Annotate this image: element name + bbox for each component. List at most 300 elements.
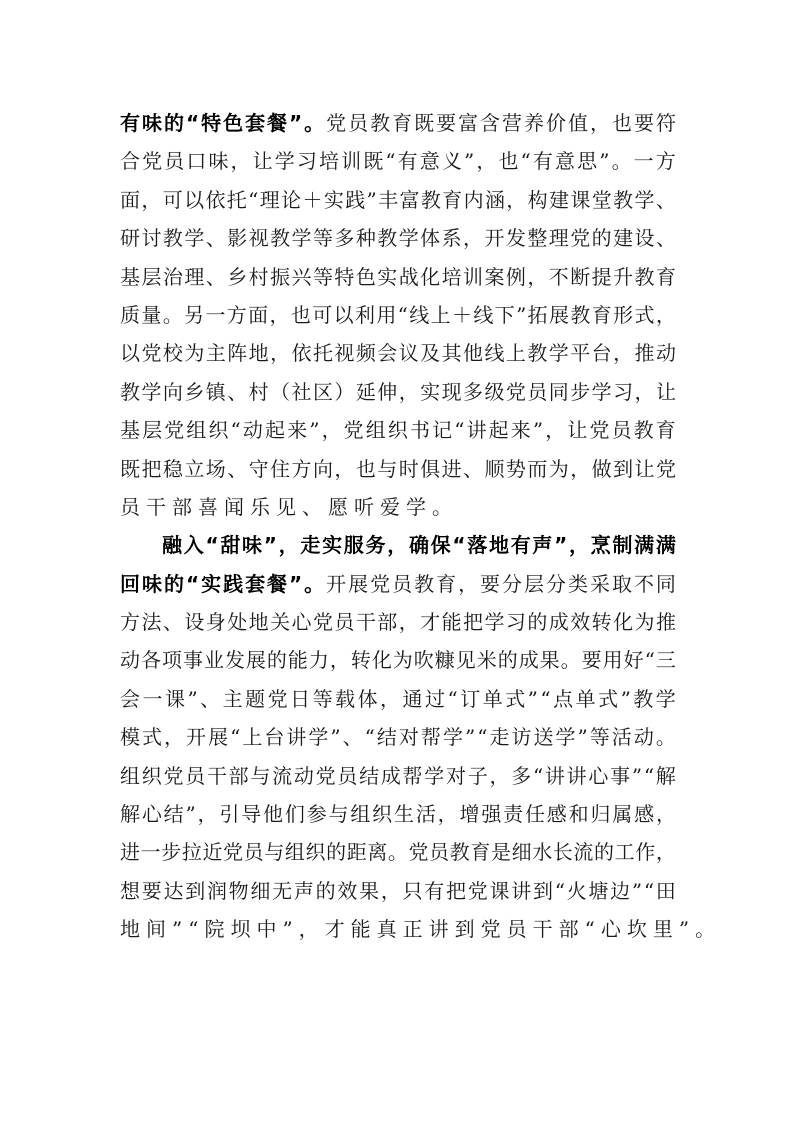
body-char: 单: [482, 686, 503, 711]
bold-heading-char: 餐: [267, 111, 288, 135]
body-char: 涵: [484, 187, 505, 212]
text-line: [120, 718, 676, 756]
body-char: 可: [162, 187, 183, 212]
body-char: 培: [318, 149, 339, 174]
body-char: 面: [248, 302, 269, 327]
body-char: 治: [162, 264, 183, 289]
body-char: 党: [315, 763, 336, 788]
body-char: 另: [184, 302, 205, 327]
text-line: [120, 219, 676, 257]
body-char: 。: [611, 149, 632, 174]
body-char: 守: [248, 456, 269, 481]
body-char: 乡: [227, 264, 248, 289]
bold-heading-char: ”: [263, 533, 277, 558]
body-char: 教: [633, 418, 654, 443]
body-char: 为: [184, 341, 205, 366]
body-char: 帮: [402, 763, 423, 788]
bold-heading-char: 制: [612, 533, 633, 558]
body-char: 动: [655, 341, 676, 366]
body-char: 顺: [484, 456, 505, 481]
body-char: 与: [328, 802, 349, 827]
body-char: 教: [414, 571, 435, 596]
body-char: 研: [120, 226, 140, 251]
body-char: 托: [312, 341, 333, 366]
body-char: 一: [142, 686, 163, 711]
body-char: ”: [366, 187, 377, 212]
body-char: 党: [655, 456, 676, 481]
body-char: 责: [503, 802, 524, 827]
body-char: 实: [323, 187, 344, 212]
body-char: 员: [611, 418, 632, 443]
body-char: 教: [527, 341, 548, 366]
body-char: 合: [120, 149, 140, 174]
body-char: 学: [291, 226, 312, 251]
body-char: 对: [446, 763, 467, 788]
body-char: 育: [655, 418, 676, 443]
body-char: 主: [222, 686, 243, 711]
body-char: 用: [376, 302, 397, 327]
body-char: 多: [511, 763, 532, 788]
body-char: 兴: [291, 264, 312, 289]
body-char: ，: [527, 264, 548, 289]
body-char: 质: [120, 302, 140, 327]
body-char: 们: [284, 802, 305, 827]
body-char: 感: [546, 802, 567, 827]
body-char: 要: [581, 648, 602, 673]
body-char: 利: [354, 302, 375, 327]
bold-heading-char: 套: [245, 111, 266, 135]
body-char: 党: [467, 878, 488, 903]
bold-heading-char: ，: [387, 533, 408, 558]
body-char: “: [532, 763, 544, 788]
body-char: 等: [312, 264, 333, 289]
body-char: 议: [398, 341, 419, 366]
body-char: 解: [120, 802, 140, 827]
body-char: “: [477, 725, 488, 750]
body-char: 的: [527, 610, 548, 635]
body-char: 采: [589, 571, 610, 596]
bold-heading-char: 保: [430, 533, 451, 558]
body-char: ”: [185, 802, 196, 827]
bold-heading-char: 融: [162, 533, 182, 558]
body-char: 见: [455, 648, 476, 673]
body-char: 能: [287, 648, 308, 673]
body-char: 把: [446, 878, 467, 903]
body-char: ”: [309, 418, 320, 443]
body-char: 要: [480, 571, 501, 596]
body-char: 要: [633, 111, 654, 135]
body-char: ”: [463, 149, 475, 174]
body-char: 长: [552, 840, 573, 865]
body-char: 是: [490, 840, 511, 865]
text-line: [120, 296, 676, 334]
body-char: 为: [634, 610, 655, 635]
body-char: 整: [527, 226, 548, 251]
body-char: 育: [470, 840, 491, 865]
body-char: 只: [402, 878, 423, 903]
body-char: 分: [502, 571, 523, 596]
body-char: 方: [655, 149, 676, 174]
body-char: 组: [350, 802, 371, 827]
body-char: 动: [293, 763, 314, 788]
body-char: 习: [505, 610, 526, 635]
body-char: ，: [270, 341, 291, 366]
body-char: 讲: [511, 878, 532, 903]
body-char: ，: [334, 456, 355, 481]
body-char: 党: [589, 418, 610, 443]
body-char: 、: [463, 456, 483, 481]
body-char: 和: [568, 802, 589, 827]
body-char: 干: [206, 763, 227, 788]
body-char: 心: [588, 763, 609, 788]
body-char: 细: [250, 878, 271, 903]
body-char: ，: [329, 648, 350, 673]
body-char: 线: [409, 302, 430, 327]
body-char: 任: [524, 802, 545, 827]
body-char: 也: [355, 456, 376, 481]
body-char: 延: [355, 379, 376, 404]
body-char: 组: [186, 418, 207, 443]
body-char: 向: [312, 456, 333, 481]
body-char: 、: [655, 187, 676, 212]
body-char: 属: [612, 802, 633, 827]
body-char: 要: [141, 878, 162, 903]
body-char: 形: [613, 302, 634, 327]
body-char: “: [454, 418, 465, 443]
body-char: 义: [441, 149, 462, 174]
body-char: 子: [467, 763, 488, 788]
body-char: ，: [380, 878, 401, 903]
body-char: 法: [141, 610, 162, 635]
body-char: 效: [337, 878, 358, 903]
body-char: 塘: [588, 878, 609, 903]
body-char: ，: [506, 187, 527, 212]
body-char: “: [540, 686, 551, 711]
body-char: 托: [226, 187, 247, 212]
body-char: 战: [398, 264, 419, 289]
body-char: 案: [484, 264, 505, 289]
body-char: 教: [570, 302, 591, 327]
body-char: 物: [228, 878, 249, 903]
body-char: 不: [633, 571, 654, 596]
body-char: 边: [610, 878, 631, 903]
body-char: 作: [635, 840, 656, 865]
body-char: ，: [197, 802, 218, 827]
text-line: [120, 526, 676, 564]
body-char: 级: [484, 379, 505, 404]
body-char: 糠: [434, 648, 455, 673]
body-char: 化: [613, 610, 634, 635]
body-char: ”: [599, 149, 610, 174]
body-char: 推: [655, 610, 676, 635]
body-char: ）: [334, 379, 355, 404]
body-char: 养: [524, 111, 545, 135]
body-text: 员干部喜闻乐见、愿听爱学。: [120, 494, 458, 519]
text-line: [120, 641, 676, 679]
body-char: 织: [141, 763, 162, 788]
body-char: 员: [164, 149, 185, 174]
body-char: 式: [598, 686, 619, 711]
body-char: “: [643, 878, 655, 903]
body-char: “: [364, 725, 375, 750]
body-char: “: [554, 878, 565, 903]
body-char: 结: [359, 763, 380, 788]
body-char: 米: [476, 648, 497, 673]
body-char: 影: [227, 226, 248, 251]
body-char: 党: [570, 226, 591, 251]
body-char: 以: [120, 341, 140, 366]
body-char: 而: [527, 456, 548, 481]
body-char: 有: [397, 149, 418, 174]
body-char: 方: [226, 302, 247, 327]
body-char: 让: [567, 418, 588, 443]
body-char: 区: [312, 379, 333, 404]
body-char: 成: [518, 648, 539, 673]
body-char: 多: [334, 226, 355, 251]
body-char: ，: [570, 456, 591, 481]
body-char: 通: [402, 686, 423, 711]
body-char: 台: [264, 725, 285, 750]
body-char: 讲: [466, 418, 487, 443]
body-char: 营: [502, 111, 523, 135]
body-char: 走: [489, 725, 510, 750]
body-char: 同: [655, 571, 676, 596]
bold-heading-char: 走: [300, 533, 321, 558]
body-char: 学: [555, 725, 576, 750]
body-char: 题: [245, 686, 266, 711]
body-char: 体: [357, 686, 378, 711]
body-char: 种: [355, 226, 376, 251]
body-char: 会: [120, 686, 140, 711]
body-char: 、: [205, 264, 226, 289]
body-char: 载: [335, 686, 356, 711]
body-char: 不: [548, 264, 569, 289]
body-char: 的: [497, 648, 518, 673]
body-char: 教: [377, 226, 398, 251]
body-char: 转: [591, 610, 612, 635]
body-char: （: [270, 379, 291, 404]
bold-heading-char: 的: [163, 571, 184, 596]
body-char: 进: [441, 456, 462, 481]
bold-heading-char: ”: [554, 533, 568, 558]
body-char: 起: [488, 418, 509, 443]
body-char: 类: [567, 571, 588, 596]
body-char: 动: [120, 648, 140, 673]
body-char: “: [248, 187, 259, 212]
body-char: 。: [560, 648, 581, 673]
bold-heading-char: 满: [655, 533, 676, 558]
body-char: 、: [655, 226, 676, 251]
bold-heading-char: ，: [569, 533, 589, 558]
body-char: 上: [242, 725, 263, 750]
body-char: “: [520, 149, 531, 174]
body-char: 地: [248, 610, 269, 635]
body-char: 模: [120, 725, 140, 750]
body-char: 式: [142, 725, 163, 750]
body-char: 化: [420, 264, 441, 289]
body-char: ，: [269, 302, 290, 327]
bold-heading-char: “: [205, 533, 219, 558]
body-char: 织: [208, 418, 229, 443]
body-char: 学: [634, 187, 655, 212]
body-char: 教: [370, 111, 391, 135]
body-char: 的: [315, 878, 336, 903]
body-char: 层: [141, 264, 162, 289]
body-char: ”: [620, 686, 631, 711]
body-char: 践: [345, 187, 366, 212]
body-char: 上: [430, 302, 451, 327]
body-char: 习: [613, 379, 634, 404]
body-char: 织: [305, 840, 326, 865]
body-char: 点: [553, 686, 574, 711]
body-char: 线: [473, 302, 494, 327]
text-line: [120, 680, 676, 718]
body-char: 做: [591, 456, 612, 481]
body-char: ，: [545, 418, 566, 443]
body-char: 向: [162, 379, 183, 404]
text-line: [120, 488, 676, 526]
bold-heading-char: 践: [223, 571, 244, 596]
body-char: 会: [377, 341, 398, 366]
body-char: 关: [270, 610, 291, 635]
body-char: 润: [206, 878, 227, 903]
body-char: 的: [594, 840, 615, 865]
body-char: 工: [614, 840, 635, 865]
body-char: ”: [516, 302, 527, 327]
bold-heading-char: 确: [408, 533, 429, 558]
body-char: 学: [591, 379, 612, 404]
body-char: 体: [420, 226, 441, 251]
bold-heading-char: 回: [120, 571, 140, 596]
body-char: 部: [377, 610, 398, 635]
body-char: 教: [633, 686, 654, 711]
body-char: 员: [243, 840, 264, 865]
body-char: ，: [634, 379, 655, 404]
body-char: 视: [334, 341, 355, 366]
body-char: 处: [227, 610, 248, 635]
body-char: 训: [341, 149, 362, 174]
body-char: 发: [505, 226, 526, 251]
body-char: 、: [205, 226, 226, 251]
body-char: 例: [505, 264, 526, 289]
body-char: 党: [142, 149, 163, 174]
body-char: 既: [120, 456, 140, 481]
body-char: “: [447, 686, 458, 711]
document-page: [120, 104, 722, 949]
body-char: ，: [655, 802, 676, 827]
body-char: 记: [432, 418, 453, 443]
body-char: 引: [219, 802, 240, 827]
body-char: 意: [555, 149, 575, 174]
bold-heading-char: 烹: [590, 533, 611, 558]
body-char: 书: [410, 418, 430, 443]
body-char: 导: [241, 802, 262, 827]
body-char: 动: [242, 418, 263, 443]
body-char: ，: [655, 840, 676, 865]
body-char: 事: [610, 763, 631, 788]
text-line: [120, 450, 676, 488]
body-char: 平: [570, 341, 591, 366]
body-char: 系: [441, 226, 462, 251]
body-char: 他: [263, 802, 284, 827]
body-char: 取: [611, 571, 632, 596]
body-char: 能: [441, 610, 462, 635]
body-char: 党: [164, 418, 185, 443]
body-char: 开: [326, 571, 347, 596]
body-char: 三: [655, 648, 676, 673]
body-char: 讲: [544, 763, 565, 788]
body-char: 党: [223, 840, 244, 865]
bold-heading-char: 味: [141, 571, 162, 596]
text-line: [120, 565, 676, 603]
body-char: 镇: [205, 379, 226, 404]
body-char: 教: [613, 187, 634, 212]
body-char: “: [643, 763, 655, 788]
body-char: 学: [398, 226, 419, 251]
body-char: 展: [245, 648, 266, 673]
body-char: ，: [141, 187, 162, 212]
body-char: ”: [187, 686, 198, 711]
body-char: 其: [441, 341, 462, 366]
body-char: 步: [570, 379, 591, 404]
body-char: 教: [420, 187, 441, 212]
body-char: 好: [623, 648, 644, 673]
body-char: ，: [655, 302, 676, 327]
body-char: 场: [205, 456, 226, 481]
body-char: 量: [141, 302, 162, 327]
body-char: 结: [163, 802, 184, 827]
body-char: 时: [398, 456, 419, 481]
text-line: [120, 872, 676, 910]
body-char: 育: [442, 187, 463, 212]
body-char: 组: [284, 840, 305, 865]
body-char: 。: [162, 302, 183, 327]
body-char: 心: [141, 802, 162, 827]
body-char: 。: [387, 840, 408, 865]
body-char: 台: [591, 341, 612, 366]
body-char: 等: [589, 725, 610, 750]
body-char: 让: [634, 456, 655, 481]
body-char: 干: [355, 610, 376, 635]
body-char: 教: [120, 379, 140, 404]
text-line: [120, 373, 676, 411]
body-char: 项: [161, 648, 182, 673]
body-char: 达: [163, 878, 184, 903]
body-char: 育: [436, 571, 457, 596]
body-char: 构: [527, 187, 548, 212]
text-line: [120, 833, 676, 871]
bold-heading-char: ”: [289, 111, 303, 135]
body-char: 推: [634, 341, 655, 366]
body-char: 员: [337, 763, 358, 788]
body-char: 层: [524, 571, 545, 596]
body-char: 党: [312, 610, 333, 635]
bold-heading-char: “: [452, 533, 466, 558]
body-char: ，: [458, 571, 479, 596]
body-char: 建: [613, 226, 634, 251]
body-char: “: [230, 418, 241, 443]
body-char: ，: [489, 763, 510, 788]
body-char: 距: [346, 840, 367, 865]
body-char: ”: [532, 418, 544, 443]
body-char: 访: [511, 725, 532, 750]
body-char: 一: [205, 302, 226, 327]
body-char: 为: [392, 648, 413, 673]
body-char: 成: [548, 610, 569, 635]
body-char: 立: [184, 456, 205, 481]
body-char: 对: [398, 725, 419, 750]
body-char: 水: [532, 840, 553, 865]
